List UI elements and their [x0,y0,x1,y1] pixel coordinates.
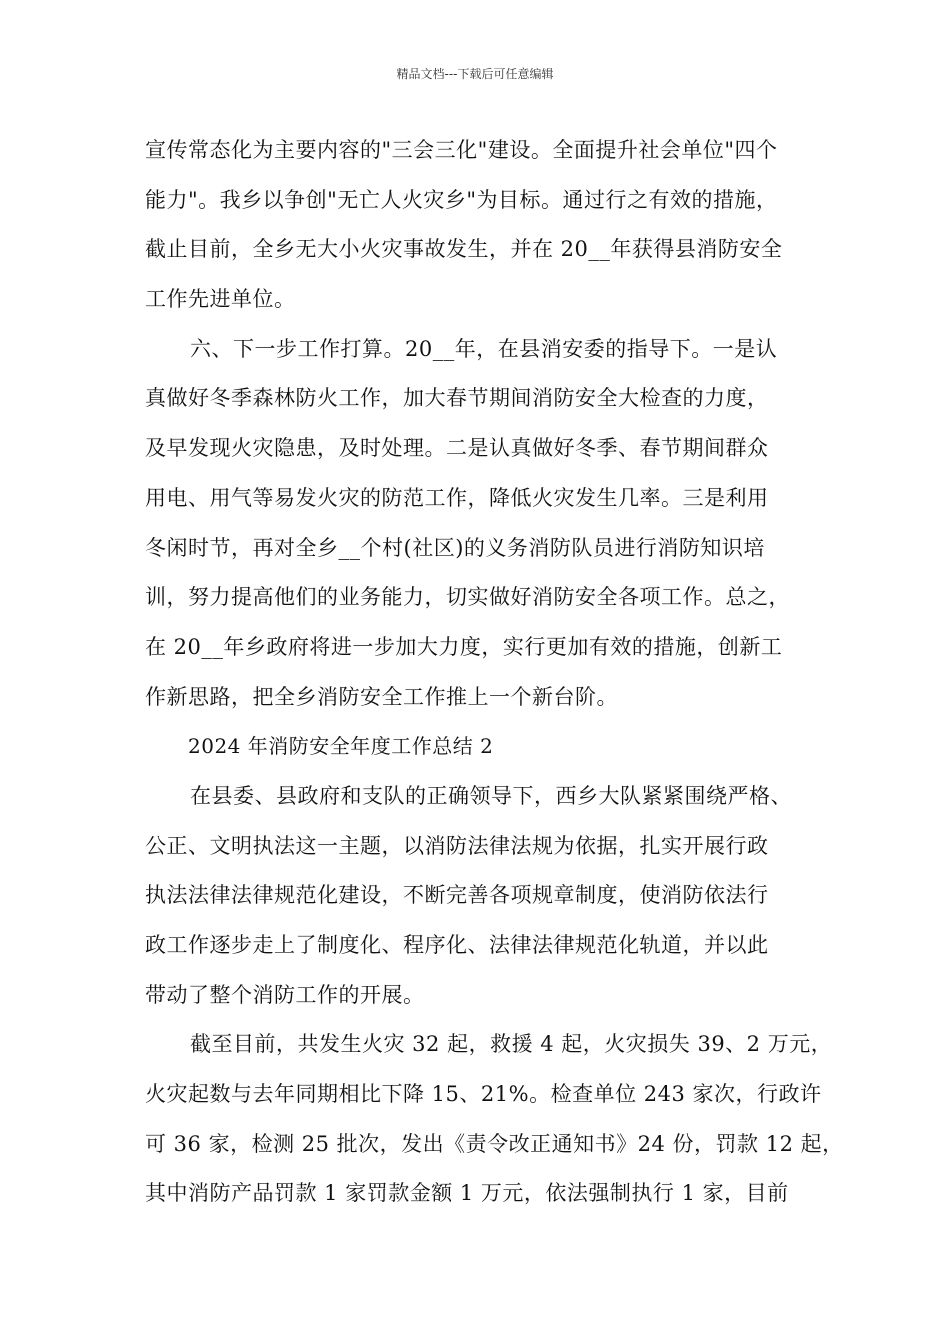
document-body [145,126,844,1219]
text-line: 截至目前，共发生火灾 32 起，救援 4 起，火灾损失 39、2 万元， [190,1032,833,1057]
text-line: 能力"。我乡以争创"无亡人火灾乡"为目标。通过行之有效的措施， [145,187,778,212]
text-line: 火灾起数与去年同期相比下降 15、21%。检查单位 243 家次，行政许 [145,1082,822,1107]
page-header: 精品文档---下载后可任意编辑 [396,67,554,81]
text-line: 其中消防产品罚款 1 家罚款金额 1 万元，依法强制执行 1 家，目前 [145,1181,789,1206]
text-line: 及早发现火灾隐患，及时处理。二是认真做好冬季、春节期间群众 [145,436,769,461]
text-line: 截止目前，全乡无大小火灾事故发生，并在 20__年获得县消防安全 [145,237,783,262]
text-line: 可 36 家，检测 25 批次，发出《责令改正通知书》24 份，罚款 12 起， [145,1131,844,1156]
text-line: 冬闲时节，再对全乡__个村(社区)的义务消防队员进行消防知识培 [145,535,765,560]
text-line: 真做好冬季森林防火工作，加大春节期间消防安全大检查的力度， [145,386,769,411]
text-line: 作新思路，把全乡消防安全工作推上一个新台阶。 [145,684,618,709]
text-line: 在县委、县政府和支队的正确领导下，西乡大队紧紧围绕严格、 [190,783,792,808]
text-line: 训，努力提高他们的业务能力，切实做好消防安全各项工作。总之， [145,585,790,610]
section-title: 2024 年消防安全年度工作总结 2 [188,734,494,759]
text-line: 公正、文明执法这一主题，以消防法律法规为依据，扎实开展行政 [145,833,769,858]
text-line: 六、下一步工作打算。20__年，在县消安委的指导下。一是认 [190,336,778,361]
text-line: 带动了整个消防工作的开展。 [145,982,425,1007]
text-line: 宣传常态化为主要内容的"三会三化"建设。全面提升社会单位"四个 [145,138,778,162]
text-line: 在 20__年乡政府将进一步加大力度，实行更加有效的措施，创新工 [145,634,783,659]
text-line: 用电、用气等易发火灾的防范工作，降低火灾发生几率。三是利用 [145,485,769,510]
text-line: 工作先进单位。 [145,287,296,312]
text-line: 执法法律法律规范化建设，不断完善各项规章制度，使消防依法行 [145,883,769,908]
text-line: 政工作逐步走上了制度化、程序化、法律法律规范化轨道，并以此 [145,933,769,957]
